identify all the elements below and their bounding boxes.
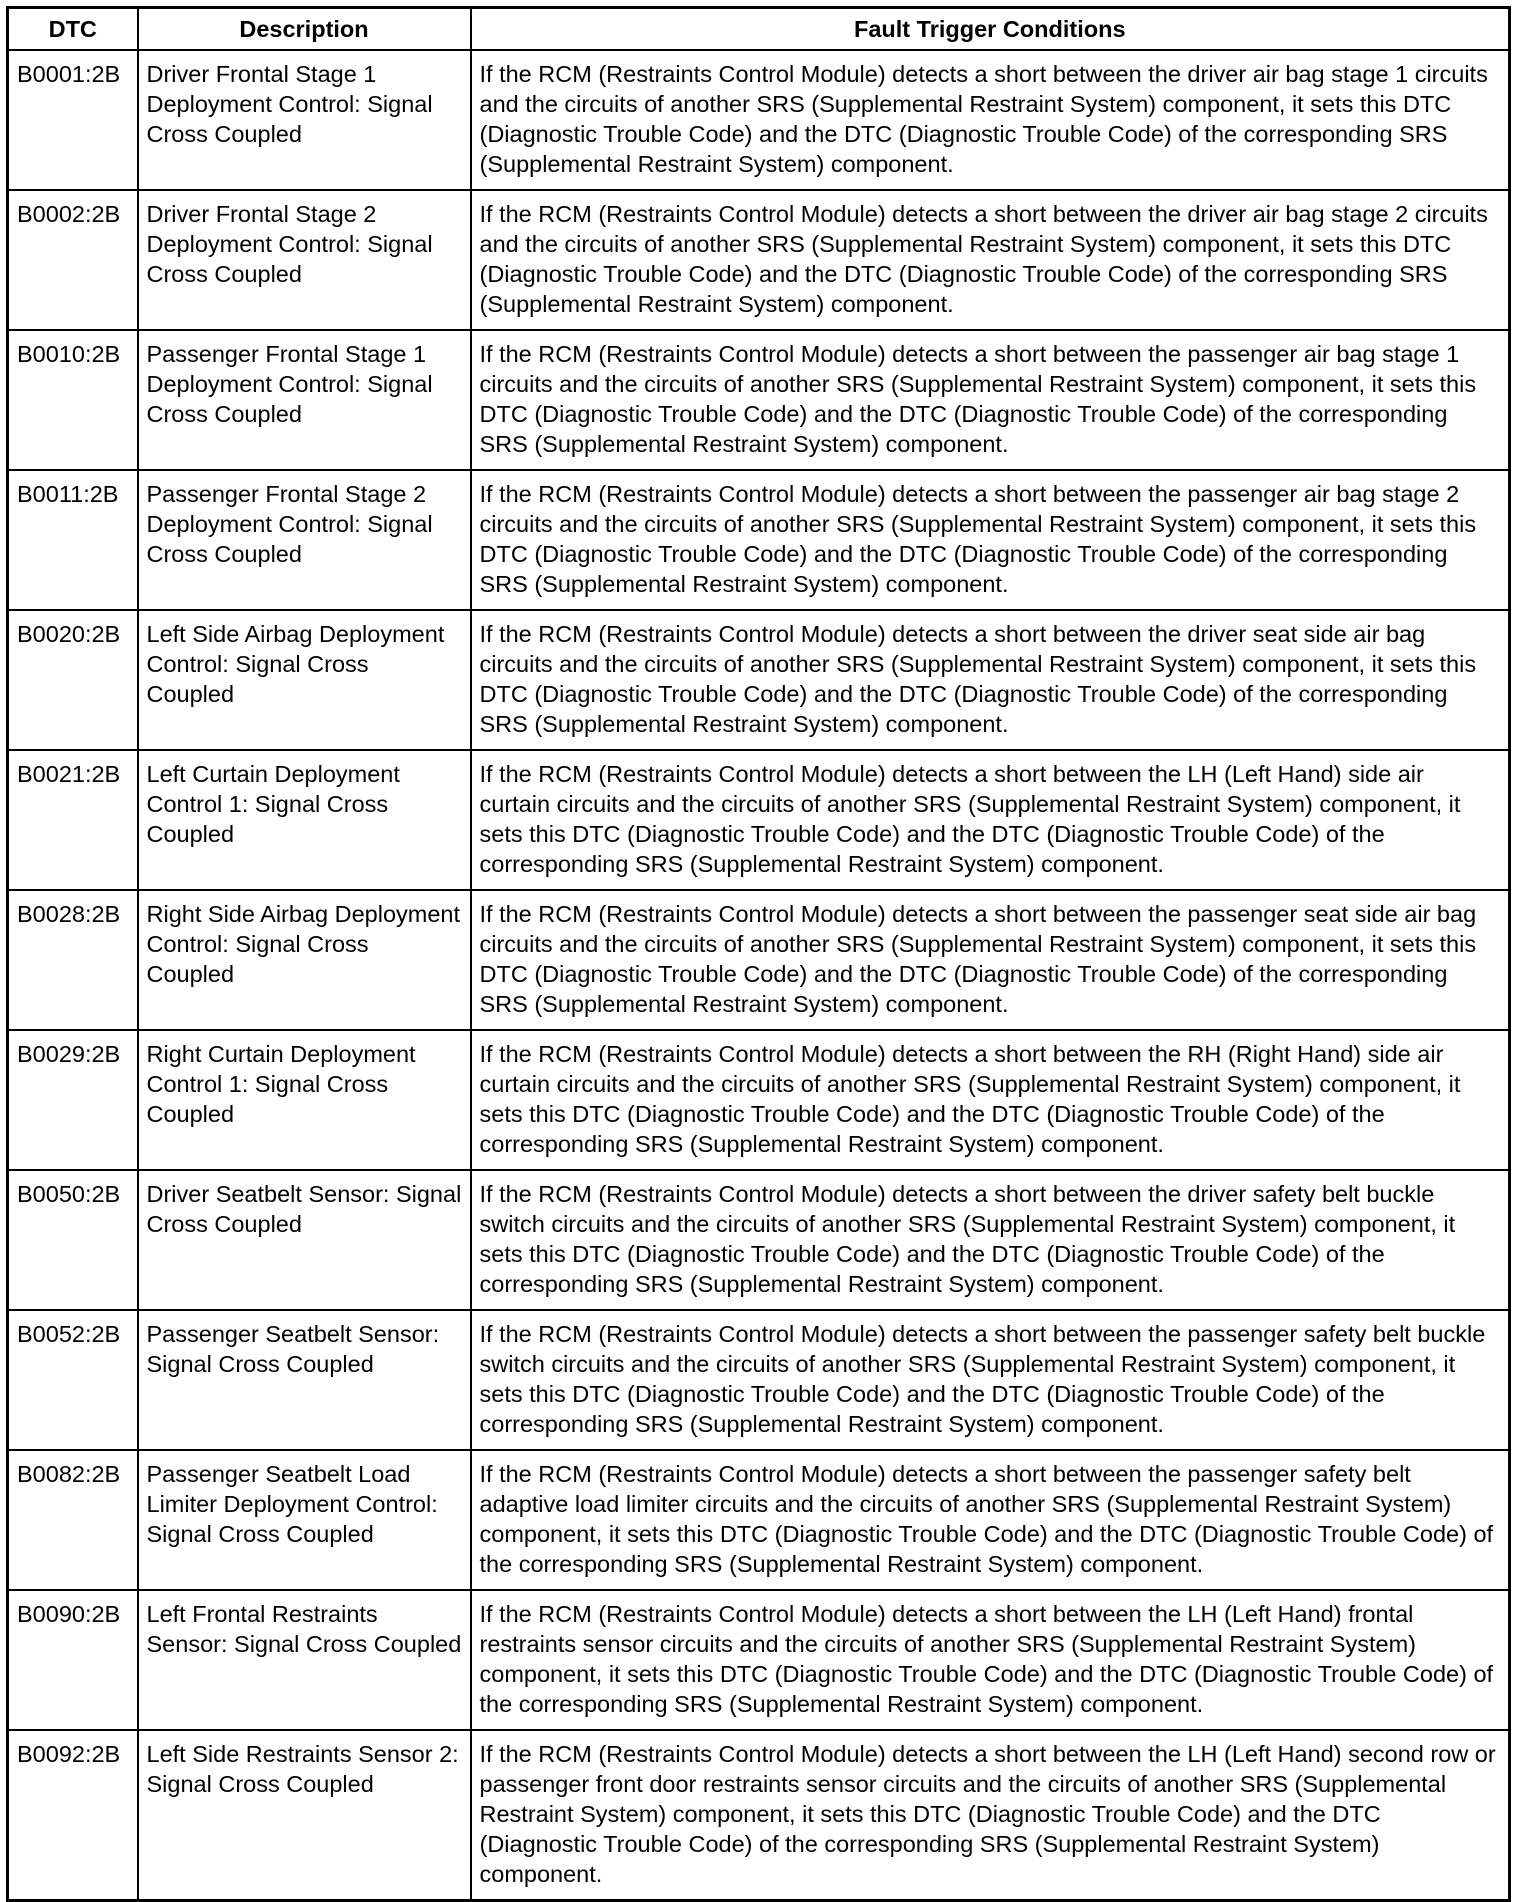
fault-trigger-conditions: If the RCM (Restraints Control Module) detects a short between the passenger air bag stage 2 circuits and the circuits of another SRS (Supplemental Restraint System) component, it sets this DTC (Diagnostic Trouble Code) and the DTC (Diagnostic Trouble Code) of the corresponding SRS (Supplemental Restraint System) component. [471, 470, 1510, 610]
table-row [8, 1170, 1510, 1310]
dtc-description: Left Side Airbag Deployment Control: Signal Cross Coupled [138, 610, 471, 750]
dtc-description: Left Side Restraints Sensor 2: Signal Cross Coupled [138, 1730, 471, 1901]
dtc-code: B0092:2B [8, 1730, 138, 1901]
dtc-code: B0002:2B [8, 190, 138, 330]
table-row [8, 190, 1510, 330]
dtc-code: B0028:2B [8, 890, 138, 1030]
header-description: Description [138, 8, 471, 51]
dtc-code: B0021:2B [8, 750, 138, 890]
header-dtc: DTC [8, 8, 138, 51]
dtc-description: Left Frontal Restraints Sensor: Signal Cross Coupled [138, 1590, 471, 1730]
table-row [8, 50, 1510, 190]
fault-trigger-conditions: If the RCM (Restraints Control Module) detects a short between the RH (Right Hand) side air curtain circuits and the circuits of another SRS (Supplemental Restraint System) component, it sets this DTC (Diagnostic Trouble Code) and the DTC (Diagnostic Trouble Code) of the corresponding SRS (Supplemental Restraint System) component. [471, 1030, 1510, 1170]
fault-trigger-conditions: If the RCM (Restraints Control Module) detects a short between the passenger air bag stage 1 circuits and the circuits of another SRS (Supplemental Restraint System) component, it sets this DTC (Diagnostic Trouble Code) and the DTC (Diagnostic Trouble Code) of the corresponding SRS (Supplemental Restraint System) component. [471, 330, 1510, 470]
fault-trigger-conditions: If the RCM (Restraints Control Module) detects a short between the driver air bag stage 1 circuits and the circuits of another SRS (Supplemental Restraint System) component, it sets this DTC (Diagnostic Trouble Code) and the DTC (Diagnostic Trouble Code) of the corresponding SRS (Supplemental Restraint System) component. [471, 50, 1510, 190]
dtc-description: Right Curtain Deployment Control 1: Signal Cross Coupled [138, 1030, 471, 1170]
header-fault-trigger-conditions: Fault Trigger Conditions [471, 8, 1510, 51]
table-row [8, 750, 1510, 890]
table-row [8, 610, 1510, 750]
fault-trigger-conditions: If the RCM (Restraints Control Module) detects a short between the LH (Left Hand) second row or passenger front door restraints sensor circuits and the circuits of another SRS (Supplemental Restraint System) component, it sets this DTC (Diagnostic Trouble Code) and the DTC (Diagnostic Trouble Code) of the corresponding SRS (Supplemental Restraint System) component. [471, 1730, 1510, 1901]
dtc-description: Passenger Seatbelt Load Limiter Deployment Control: Signal Cross Coupled [138, 1450, 471, 1590]
dtc-code: B0010:2B [8, 330, 138, 470]
table-row [8, 1730, 1510, 1901]
table-header-row [8, 8, 1510, 51]
dtc-description: Right Side Airbag Deployment Control: Signal Cross Coupled [138, 890, 471, 1030]
table-row [8, 1030, 1510, 1170]
dtc-code: B0082:2B [8, 1450, 138, 1590]
dtc-description: Passenger Frontal Stage 1 Deployment Control: Signal Cross Coupled [138, 330, 471, 470]
table-row [8, 1450, 1510, 1590]
table-row [8, 330, 1510, 470]
fault-trigger-conditions: If the RCM (Restraints Control Module) detects a short between the driver air bag stage 2 circuits and the circuits of another SRS (Supplemental Restraint System) component, it sets this DTC (Diagnostic Trouble Code) and the DTC (Diagnostic Trouble Code) of the corresponding SRS (Supplemental Restraint System) component. [471, 190, 1510, 330]
fault-trigger-conditions: If the RCM (Restraints Control Module) detects a short between the driver safety belt buckle switch circuits and the circuits of another SRS (Supplemental Restraint System) component, it sets this DTC (Diagnostic Trouble Code) and the DTC (Diagnostic Trouble Code) of the corresponding SRS (Supplemental Restraint System) component. [471, 1170, 1510, 1310]
dtc-description: Driver Frontal Stage 1 Deployment Control: Signal Cross Coupled [138, 50, 471, 190]
dtc-description: Driver Seatbelt Sensor: Signal Cross Coupled [138, 1170, 471, 1310]
table-row [8, 1310, 1510, 1450]
fault-trigger-conditions: If the RCM (Restraints Control Module) detects a short between the driver seat side air bag circuits and the circuits of another SRS (Supplemental Restraint System) component, it sets this DTC (Diagnostic Trouble Code) and the DTC (Diagnostic Trouble Code) of the corresponding SRS (Supplemental Restraint System) component. [471, 610, 1510, 750]
dtc-document [6, 6, 1508, 1902]
dtc-table [6, 6, 1511, 1902]
table-row [8, 890, 1510, 1030]
dtc-code: B0020:2B [8, 610, 138, 750]
fault-trigger-conditions: If the RCM (Restraints Control Module) detects a short between the passenger seat side air bag circuits and the circuits of another SRS (Supplemental Restraint System) component, it sets this DTC (Diagnostic Trouble Code) and the DTC (Diagnostic Trouble Code) of the corresponding SRS (Supplemental Restraint System) component. [471, 890, 1510, 1030]
dtc-code: B0050:2B [8, 1170, 138, 1310]
table-row [8, 470, 1510, 610]
dtc-code: B0052:2B [8, 1310, 138, 1450]
fault-trigger-conditions: If the RCM (Restraints Control Module) detects a short between the LH (Left Hand) frontal restraints sensor circuits and the circuits of another SRS (Supplemental Restraint System) component, it sets this DTC (Diagnostic Trouble Code) and the DTC (Diagnostic Trouble Code) of the corresponding SRS (Supplemental Restraint System) component. [471, 1590, 1510, 1730]
fault-trigger-conditions: If the RCM (Restraints Control Module) detects a short between the LH (Left Hand) side air curtain circuits and the circuits of another SRS (Supplemental Restraint System) component, it sets this DTC (Diagnostic Trouble Code) and the DTC (Diagnostic Trouble Code) of the corresponding SRS (Supplemental Restraint System) component. [471, 750, 1510, 890]
dtc-description: Passenger Seatbelt Sensor: Signal Cross Coupled [138, 1310, 471, 1450]
fault-trigger-conditions: If the RCM (Restraints Control Module) detects a short between the passenger safety belt adaptive load limiter circuits and the circuits of another SRS (Supplemental Restraint System) component, it sets this DTC (Diagnostic Trouble Code) and the DTC (Diagnostic Trouble Code) of the corresponding SRS (Supplemental Restraint System) component. [471, 1450, 1510, 1590]
table-row [8, 1590, 1510, 1730]
dtc-description: Driver Frontal Stage 2 Deployment Control: Signal Cross Coupled [138, 190, 471, 330]
dtc-code: B0029:2B [8, 1030, 138, 1170]
dtc-code: B0090:2B [8, 1590, 138, 1730]
fault-trigger-conditions: If the RCM (Restraints Control Module) detects a short between the passenger safety belt buckle switch circuits and the circuits of another SRS (Supplemental Restraint System) component, it sets this DTC (Diagnostic Trouble Code) and the DTC (Diagnostic Trouble Code) of the corresponding SRS (Supplemental Restraint System) component. [471, 1310, 1510, 1450]
dtc-description: Left Curtain Deployment Control 1: Signal Cross Coupled [138, 750, 471, 890]
dtc-description: Passenger Frontal Stage 2 Deployment Control: Signal Cross Coupled [138, 470, 471, 610]
dtc-code: B0011:2B [8, 470, 138, 610]
dtc-code: B0001:2B [8, 50, 138, 190]
